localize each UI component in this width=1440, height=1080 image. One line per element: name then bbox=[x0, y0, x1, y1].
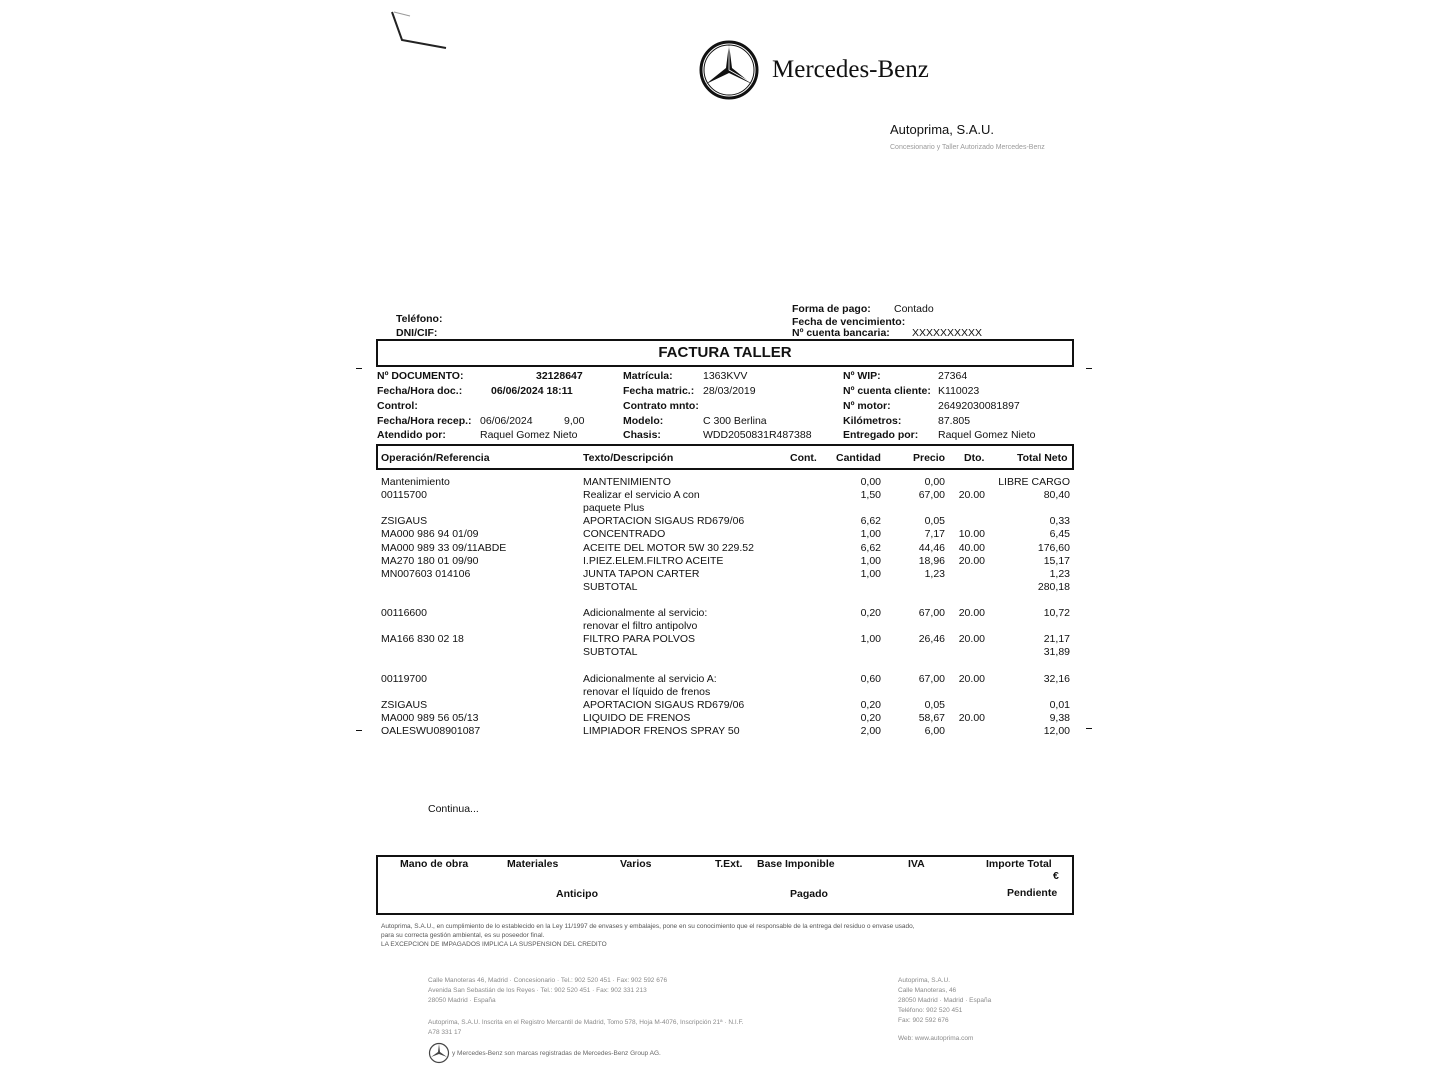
cell-descripcion: APORTACION SIGAUS RD679/06 bbox=[583, 515, 745, 528]
cell-precio: 67,00 bbox=[918, 489, 945, 502]
cell-cantidad: 1,00 bbox=[860, 567, 881, 580]
cell-dto: 10.00 bbox=[958, 528, 985, 541]
entregado-value: Raquel Gomez Nieto bbox=[938, 429, 1036, 441]
cuenta-bancaria-label: Nº cuenta bancaria: bbox=[792, 327, 890, 339]
cell-cantidad: 2,00 bbox=[860, 724, 881, 737]
footer-line: Autoprima, S.A.U. bbox=[898, 977, 951, 984]
cell-descripcion: ACEITE DEL MOTOR 5W 30 229.52 bbox=[583, 541, 754, 554]
pendiente-label: Pendiente bbox=[1007, 887, 1058, 899]
cell-descripcion: MANTENIMIENTO bbox=[583, 476, 671, 488]
margin-tick bbox=[356, 730, 362, 731]
telefono-label: Teléfono: bbox=[396, 313, 443, 325]
footer-left bbox=[428, 976, 868, 1038]
euro-label: € bbox=[1053, 870, 1059, 882]
cell-operacion: 00119700 bbox=[381, 672, 427, 685]
cell-cantidad: 1,00 bbox=[860, 633, 881, 646]
cell-dto: 20.00 bbox=[958, 711, 985, 724]
cell-total-neto: 1,23 bbox=[1049, 567, 1070, 580]
cell-precio: 67,00 bbox=[918, 607, 945, 619]
invoice-title-box bbox=[376, 339, 1074, 367]
cell-operacion: MA270 180 01 09/90 bbox=[381, 554, 479, 567]
col-header-descripcion: Texto/Descripción bbox=[583, 452, 674, 464]
cell-total-neto: 21,17 bbox=[1043, 633, 1070, 646]
cell-operacion: MN007603 014106 bbox=[381, 567, 471, 580]
cell-descripcion: CONCENTRADO bbox=[583, 528, 666, 541]
chasis-label: Chasis: bbox=[623, 429, 661, 441]
control-label: Control: bbox=[377, 400, 418, 412]
cell-cantidad: 0,20 bbox=[860, 698, 881, 711]
importe-total-label: Importe Total bbox=[986, 858, 1052, 870]
col-header-cont: Cont. bbox=[790, 452, 817, 464]
footer-line: Calle Manoteras 46, Madrid · Concesionario · Tel.: 902 520 451 · Fax: 902 592 676 bbox=[428, 977, 668, 984]
cell-precio: 58,67 bbox=[918, 711, 945, 724]
cell-descripcion: SUBTOTAL bbox=[583, 646, 638, 659]
scan-corner-mark bbox=[388, 8, 452, 52]
materiales-label: Materiales bbox=[507, 858, 559, 870]
col-header-precio: Precio bbox=[913, 452, 946, 464]
cell-precio: 44,46 bbox=[918, 541, 945, 554]
cell-cantidad: 1,00 bbox=[860, 528, 881, 541]
matricula-label: Matrícula: bbox=[623, 370, 673, 382]
atendido-value: Raquel Gomez Nieto bbox=[480, 429, 578, 441]
cell-precio: 7,17 bbox=[924, 528, 945, 541]
cell-precio: 67,00 bbox=[918, 672, 945, 685]
atendido-label: Atendido por: bbox=[377, 429, 446, 441]
cell-cantidad: 0,60 bbox=[860, 672, 881, 685]
continua-text: Continua... bbox=[428, 803, 479, 815]
cell-descripcion: LIMPIADOR FRENOS SPRAY 50 bbox=[583, 724, 740, 737]
cell-total-neto: 10,72 bbox=[1043, 607, 1070, 619]
cell-descripcion: paquete Plus bbox=[583, 502, 645, 515]
km-value: 87.805 bbox=[938, 415, 971, 427]
legal-line: LA EXCEPCION DE IMPAGADOS IMPLICA LA SUSPENSION DEL CREDITO bbox=[381, 941, 607, 948]
cell-descripcion: LIQUIDO DE FRENOS bbox=[583, 711, 691, 724]
legal-line: Autoprima, S.A.U., en cumplimiento de lo establecido en la Ley 11/1997 de envases y embalajes, pone en su conocimiento que el responsable de la entrega del residuo o envase usado, bbox=[381, 923, 915, 930]
col-header-dto: Dto. bbox=[964, 452, 985, 464]
cell-operacion: Mantenimiento bbox=[381, 476, 450, 488]
footer-line: Calle Manoteras, 46 bbox=[898, 987, 957, 994]
cell-total-neto: 32,16 bbox=[1043, 672, 1070, 685]
brand-name: Mercedes-Benz bbox=[772, 56, 929, 83]
footer-line: A78 331 17 bbox=[428, 1029, 462, 1036]
cell-cantidad: 6,62 bbox=[860, 515, 881, 528]
fecha-recep-value: 06/06/2024 bbox=[480, 415, 533, 427]
cell-cantidad: 0,20 bbox=[860, 607, 881, 619]
cell-total-neto: 31,89 bbox=[1043, 646, 1070, 659]
modelo-label: Modelo: bbox=[623, 415, 664, 427]
cell-total-neto: 15,17 bbox=[1043, 554, 1070, 567]
brand-note: y Mercedes-Benz son marcas registradas de Mercedes-Benz Group AG. bbox=[452, 1050, 661, 1057]
cell-cantidad: 6,62 bbox=[860, 541, 881, 554]
margin-tick bbox=[1086, 368, 1092, 369]
entregado-label: Entregado por: bbox=[843, 429, 919, 441]
col-header-total-neto: Total Neto bbox=[1017, 452, 1068, 464]
cell-dto: 20.00 bbox=[958, 607, 985, 619]
cell-descripcion: Adicionalmente al servicio A: bbox=[583, 672, 717, 685]
cell-cantidad: 0,20 bbox=[860, 711, 881, 724]
fecha-doc-label: Fecha/Hora doc.: bbox=[377, 385, 463, 397]
cell-operacion: OALESWU08901087 bbox=[381, 724, 481, 737]
footer-line: Fax: 902 592 676 bbox=[898, 1017, 949, 1024]
cell-total-neto: 12,00 bbox=[1043, 724, 1070, 737]
cell-dto: 40.00 bbox=[958, 541, 985, 554]
cell-precio: 0,00 bbox=[924, 476, 945, 488]
fecha-matric-value: 28/03/2019 bbox=[703, 385, 756, 397]
footer-line: Avenida San Sebastián de los Reyes · Tel.: 902 520 451 · Fax: 902 331 213 bbox=[428, 987, 647, 994]
iva-label: IVA bbox=[908, 858, 925, 870]
pagado-label: Pagado bbox=[790, 888, 828, 900]
anticipo-label: Anticipo bbox=[556, 888, 598, 900]
footer-line: 28050 Madrid · Madrid · España bbox=[898, 997, 992, 1004]
invoice-title: FACTURA TALLER bbox=[658, 344, 792, 361]
mercedes-star-logo-icon bbox=[697, 40, 761, 100]
cell-precio: 0,05 bbox=[924, 515, 945, 528]
chasis-value: WDD2050831R487388 bbox=[703, 429, 812, 441]
cell-dto: 20.00 bbox=[958, 554, 985, 567]
cell-total-neto: 9,38 bbox=[1049, 711, 1070, 724]
fecha-doc-value: 06/06/2024 18:11 bbox=[491, 385, 573, 397]
cell-descripcion: APORTACION SIGAUS RD679/06 bbox=[583, 698, 745, 711]
cell-operacion: 00115700 bbox=[381, 489, 427, 502]
cell-total-neto: 280,18 bbox=[1037, 580, 1070, 593]
cell-operacion: ZSIGAUS bbox=[381, 515, 428, 528]
legal-line: para su correcta gestión ambiental, es su poseedor final. bbox=[381, 932, 545, 939]
cell-precio: 6,00 bbox=[924, 724, 945, 737]
text-label: T.Ext. bbox=[715, 858, 743, 870]
cuenta-cliente-value: K110023 bbox=[938, 385, 980, 397]
cell-precio: 0,05 bbox=[924, 698, 945, 711]
footer-line: Autoprima, S.A.U. Inscrita en el Registro Mercantil de Madrid, Tomo 578, Hoja M-4076, Inscripción 21ª · N.I.F. bbox=[428, 1019, 744, 1026]
cell-descripcion: Realizar el servicio A con bbox=[583, 489, 700, 502]
footer-line: Web: www.autoprima.com bbox=[898, 1035, 974, 1042]
cuenta-bancaria-value: XXXXXXXXXX bbox=[912, 327, 983, 339]
fecha-vencimiento-label: Fecha de vencimiento: bbox=[792, 316, 906, 328]
modelo-value: C 300 Berlina bbox=[703, 415, 767, 427]
cell-total-neto: 0,33 bbox=[1049, 515, 1070, 528]
col-header-operacion: Operación/Referencia bbox=[381, 452, 490, 464]
cell-operacion: 00116600 bbox=[381, 607, 427, 619]
forma-pago-label: Forma de pago: bbox=[792, 303, 871, 315]
motor-value: 26492030081897 bbox=[938, 400, 1020, 412]
cell-total-neto: 6,45 bbox=[1049, 528, 1070, 541]
contrato-label: Contrato mnto: bbox=[623, 400, 699, 412]
cell-cantidad: 1,50 bbox=[860, 489, 881, 502]
cuenta-cliente-label: Nº cuenta cliente: bbox=[843, 385, 931, 397]
footer-line: Teléfono: 902 520 451 bbox=[898, 1007, 963, 1014]
hora-recep-value: 9,00 bbox=[564, 415, 585, 427]
col-header-cantidad: Cantidad bbox=[836, 452, 881, 464]
cell-descripcion: I.PIEZ.ELEM.FILTRO ACEITE bbox=[583, 554, 724, 567]
cell-total-neto: LIBRE CARGO bbox=[998, 476, 1070, 488]
company-subtitle: Concesionario y Taller Autorizado Mercedes-Benz bbox=[890, 144, 1045, 151]
cell-operacion: ZSIGAUS bbox=[381, 698, 428, 711]
cell-dto: 20.00 bbox=[958, 633, 985, 646]
cell-descripcion: SUBTOTAL bbox=[583, 580, 638, 593]
motor-label: Nº motor: bbox=[843, 400, 891, 412]
wip-label: Nº WIP: bbox=[843, 370, 881, 382]
footer-right bbox=[898, 976, 1098, 1044]
cell-operacion: MA000 989 33 09/11ABDE bbox=[381, 541, 507, 554]
doc-value: 32128647 bbox=[536, 370, 583, 382]
cell-descripcion: renovar el líquido de frenos bbox=[583, 685, 711, 698]
fecha-recep-label: Fecha/Hora recep.: bbox=[377, 415, 472, 427]
varios-label: Varios bbox=[620, 858, 652, 870]
cell-precio: 1,23 bbox=[924, 567, 945, 580]
cell-operacion: MA000 989 56 05/13 bbox=[381, 711, 479, 724]
fecha-matric-label: Fecha matric.: bbox=[623, 385, 695, 397]
cell-total-neto: 80,40 bbox=[1043, 489, 1070, 502]
doc-label: Nº DOCUMENTO: bbox=[377, 370, 464, 382]
forma-pago-value: Contado bbox=[894, 303, 934, 315]
cell-descripcion: Adicionalmente al servicio: bbox=[583, 607, 708, 619]
margin-tick bbox=[356, 368, 362, 369]
cell-descripcion: renovar el filtro antipolvo bbox=[583, 620, 698, 633]
cell-cantidad: 1,00 bbox=[860, 554, 881, 567]
footer-line: 28050 Madrid · España bbox=[428, 997, 496, 1004]
company-name: Autoprima, S.A.U. bbox=[890, 122, 995, 137]
cell-descripcion: FILTRO PARA POLVOS bbox=[583, 633, 696, 646]
mano-obra-label: Mano de obra bbox=[400, 858, 469, 870]
cell-operacion: MA000 986 94 01/09 bbox=[381, 528, 479, 541]
matricula-value: 1363KVV bbox=[703, 370, 748, 382]
km-label: Kilómetros: bbox=[843, 415, 902, 427]
dni-label: DNI/CIF: bbox=[396, 327, 438, 339]
wip-value: 27364 bbox=[938, 370, 968, 382]
mercedes-star-small-icon bbox=[428, 1042, 450, 1064]
legal-text bbox=[381, 922, 1081, 949]
cell-operacion: MA166 830 02 18 bbox=[381, 633, 464, 646]
cell-total-neto: 0,01 bbox=[1049, 698, 1070, 711]
margin-tick bbox=[1086, 728, 1092, 729]
cell-cantidad: 0,00 bbox=[860, 476, 881, 488]
base-imponible-label: Base Imponible bbox=[757, 858, 835, 870]
cell-total-neto: 176,60 bbox=[1037, 541, 1070, 554]
cell-descripcion: JUNTA TAPON CARTER bbox=[583, 567, 700, 580]
cell-precio: 26,46 bbox=[918, 633, 945, 646]
cell-precio: 18,96 bbox=[918, 554, 945, 567]
cell-dto: 20.00 bbox=[958, 672, 985, 685]
cell-dto: 20.00 bbox=[958, 489, 985, 502]
